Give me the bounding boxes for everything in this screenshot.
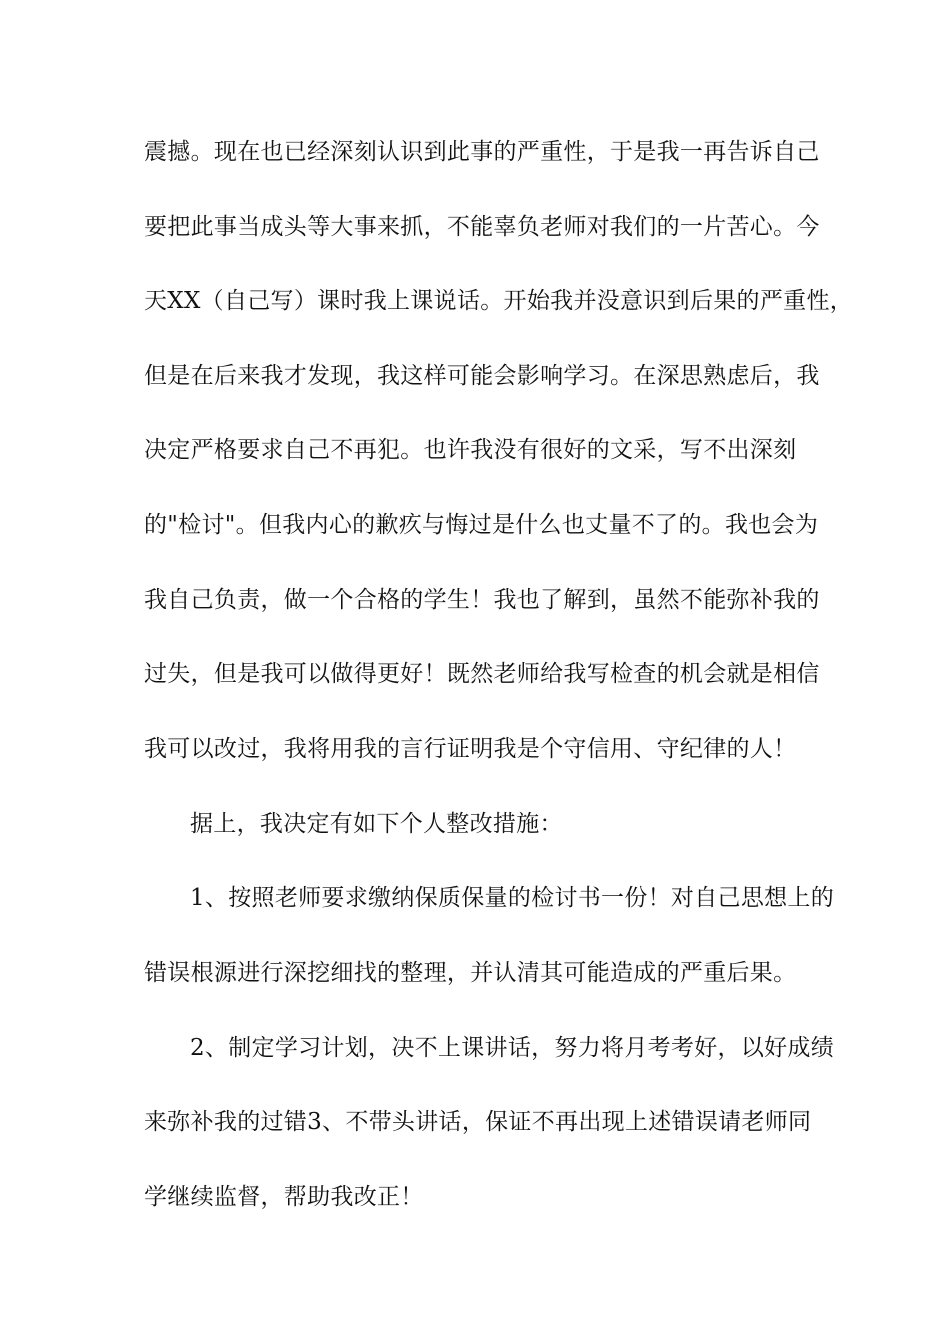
text-line: 我可以改过，我将用我的言行证明我是个守信用、守纪律的人！ (144, 736, 797, 762)
text-line: 过失，但是我可以做得更好！既然老师给我写检查的机会就是相信 (144, 661, 820, 687)
text-line: 但是在后来我才发现，我这样可能会影响学习。在深思熟虑后，我 (144, 363, 820, 389)
text-line: 的"检讨"。但我内心的歉疚与悔过是什么也丈量不了的。我也会为 (144, 512, 819, 538)
text-line: 错误根源进行深挖细找的整理，并认清其可能造成的严重后果。 (144, 960, 797, 986)
text-line: 要把此事当成头等大事来抓，不能辜负老师对我们的一片苦心。今 (144, 214, 820, 240)
list-item-1: 1、按照老师要求缴纳保质保量的检讨书一份！对自己思想上的 (190, 885, 835, 911)
text-line: 来弥补我的过错3、不带头讲话，保证不再出现上述错误请老师同 (144, 1109, 812, 1135)
text-line: 震撼。现在也已经深刻认识到此事的严重性，于是我一再告诉自己 (144, 139, 820, 165)
text-line: 我自己负责，做一个合格的学生！我也了解到，虽然不能弥补我的 (144, 587, 820, 613)
text-line: 决定严格要求自己不再犯。也许我没有很好的文采，写不出深刻 (144, 437, 797, 463)
text-line: 天XX（自己写）课时我上课说话。开始我并没意识到后果的严重性， (144, 288, 854, 314)
list-item-2: 2、制定学习计划，决不上课讲话，努力将月考考好，以好成绩 (190, 1035, 835, 1061)
paragraph-heading: 据上，我决定有如下个人整改措施： (190, 811, 563, 837)
text-line: 学继续监督，帮助我改正！ (144, 1184, 424, 1210)
